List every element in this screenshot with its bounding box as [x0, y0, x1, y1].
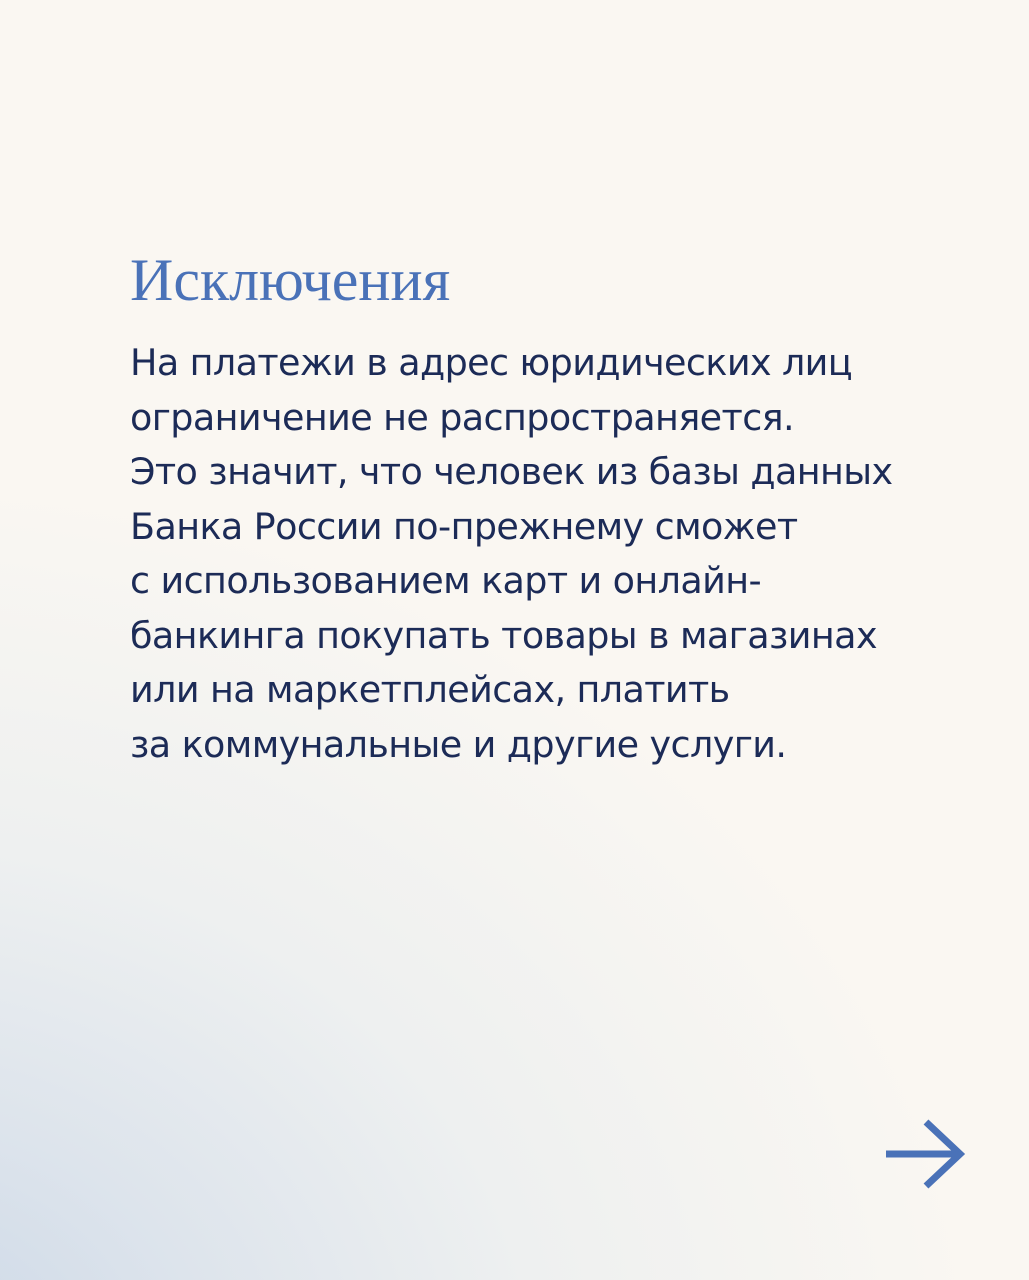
body-line: или на маркетплейсах, платить	[130, 668, 730, 711]
arrow-right-icon	[880, 1116, 968, 1192]
body-line: ограничение не распространяется.	[130, 395, 795, 439]
slide-body-text	[130, 336, 990, 772]
body-line: с использованием карт и онлайн-	[130, 559, 762, 602]
body-line: за коммунальные и другие услуги.	[130, 722, 787, 766]
body-line: На платежи в адрес юридических лиц	[130, 341, 853, 384]
next-slide-button[interactable]	[880, 1116, 968, 1192]
body-line: Банка России по-прежнему сможет	[130, 504, 798, 548]
body-line: Это значит, что человек из базы данных	[130, 450, 893, 493]
slide-title: Исключения	[130, 247, 451, 313]
body-line: банкинга покупать товары в магазинах	[130, 613, 877, 657]
